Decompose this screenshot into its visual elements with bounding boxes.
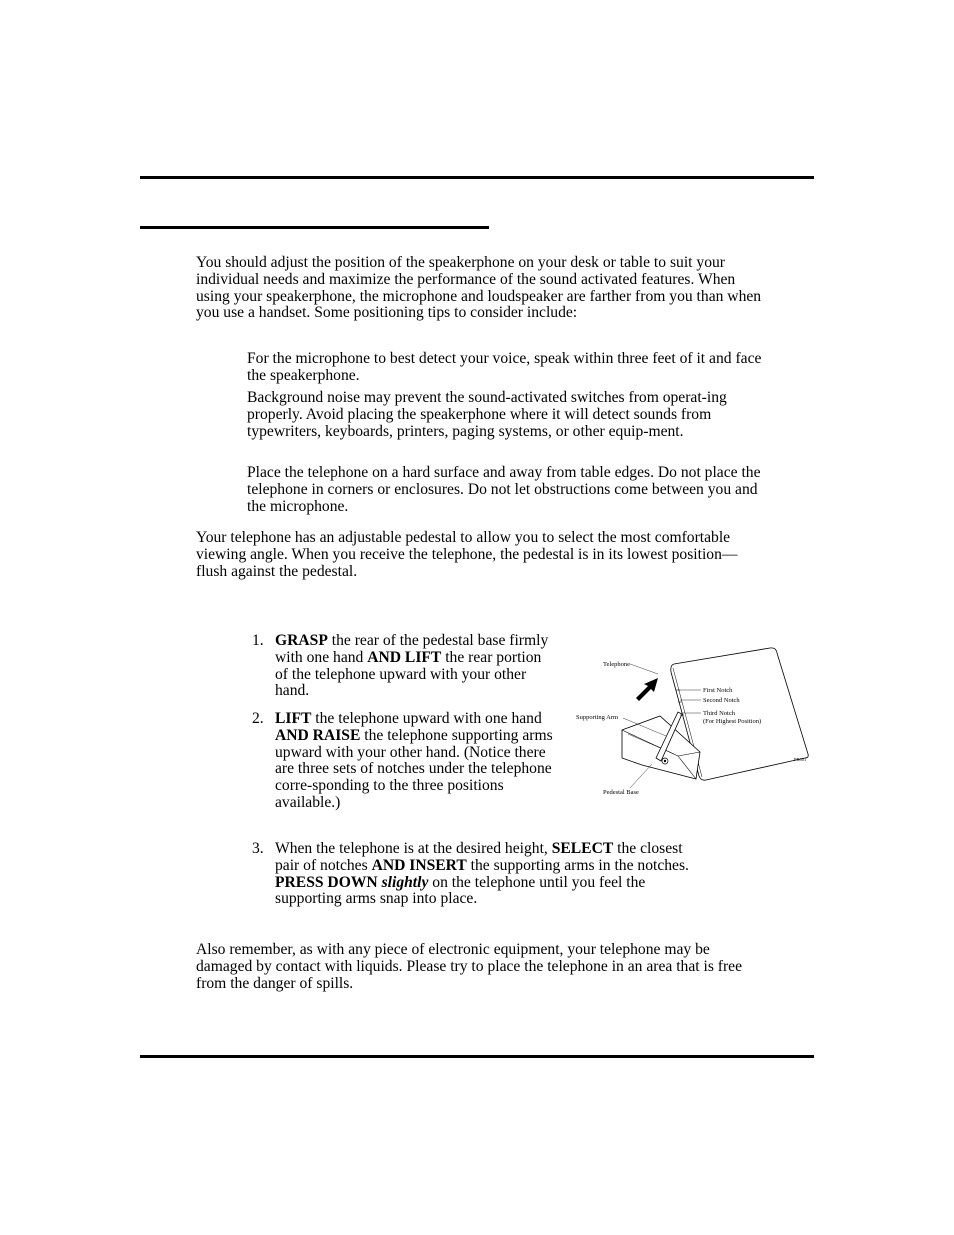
label-first-notch: First Notch [703,687,733,694]
label-third-notch: Third Notch [703,710,735,717]
tip-voice: For the microphone to best detect your voice, speak within three feet of it and face the speakerphone. [247,350,762,384]
label-supporting-arm: Supporting Arm [576,714,619,721]
section-rule [140,226,489,229]
step-number: 1. [252,632,264,649]
step-number: 2. [252,710,264,727]
top-rule [140,176,814,179]
step-number: 3. [252,840,264,857]
label-second-notch: Second Notch [703,697,740,704]
step-text: LIFT the telephone upward with one hand AND RAISE the telephone supporting arms upward with your other hand. (Notice there are three sets of notches under the telephone corre-sponding to the three positions available.) [275,710,553,811]
label-pedestal-base: Pedestal Base [603,789,639,796]
intro-paragraph: You should adjust the position of the speakerphone on your desk or table to suit your individual needs and maximize the performance of the sound activated features. When using your speakerphone, the microphone and loudspeaker are farther from you than when you use a handset. Some positioning tips to consider include: [196,254,762,322]
step-text: When the telephone is at the desired height, SELECT the closest pair of notches AND INSERT the supporting arms in the notches. PRESS DOWN slightly on the telephone until you feel the supporting arms snap into place. [275,840,689,908]
figure-code: PB001 [794,757,807,762]
pedestal-diagram [570,640,810,800]
closing-paragraph: Also remember, as with any piece of electronic equipment, your telephone may be damaged by contact with liquids. Please try to place the telephone in an area that is free from the danger of spills. [196,941,743,992]
tip-noise: Background noise may prevent the sound-activated switches from operat-ing properly. Avoid placing the speakerphone where it will detect sounds from typewriters, keyboards, printers, paging systems, or other equip-ment. [247,389,727,440]
bottom-rule [140,1055,814,1058]
pedestal-intro-paragraph: Your telephone has an adjustable pedestal to allow you to select the most comfortable viewing angle. When you receive the telephone, the pedestal is in its lowest position—flush against the pedestal. [196,529,738,580]
tip-surface: Place the telephone on a hard surface and away from table edges. Do not place the telephone in corners or enclosures. Do not let obstructions come between you and the microphone. [247,464,761,515]
step-text: GRASP the rear of the pedestal base firmly with one hand AND LIFT the rear portion of the telephone upward with your other hand. [275,632,549,700]
lift-arrow-icon [636,678,658,701]
label-telephone: Telephone [603,661,630,668]
label-third-notch-note: (For Highest Position) [703,718,762,725]
